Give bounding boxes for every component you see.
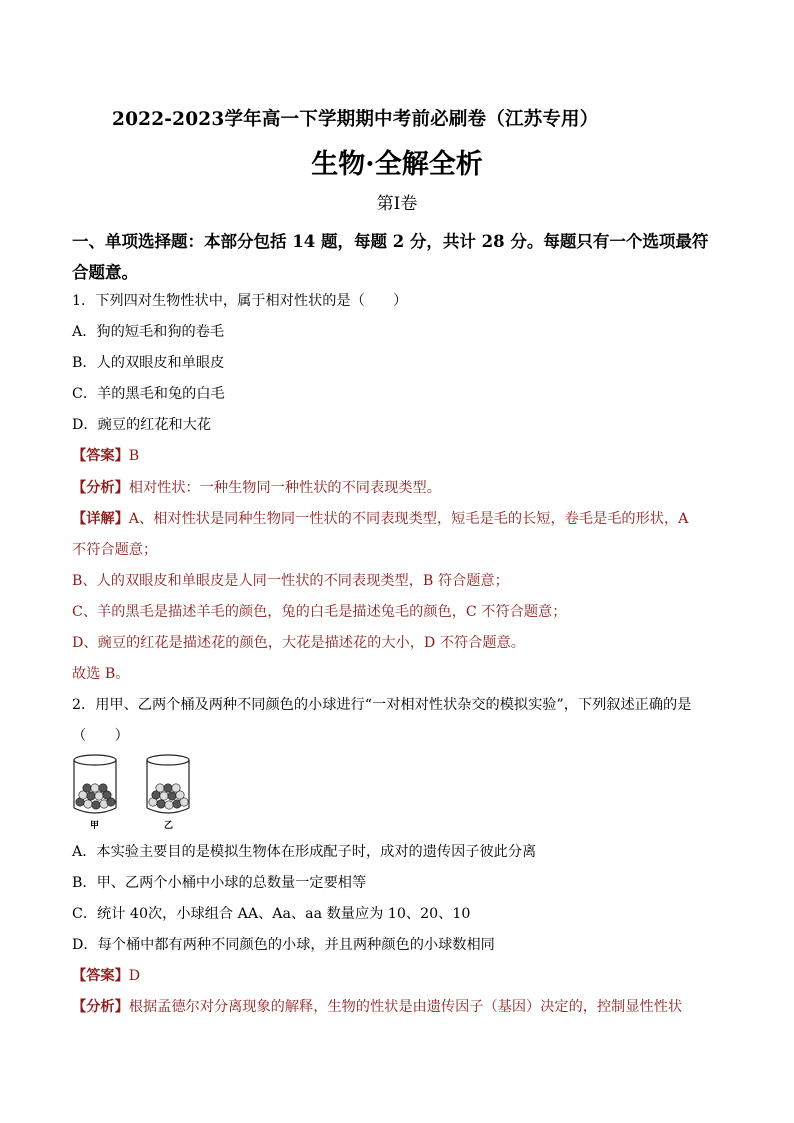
q2-analysis xyxy=(72,996,682,1016)
q2-option-d: D．每个桶中都有两种不同颜色的小球，并且两种颜色的小球数相同 xyxy=(72,937,495,953)
q1-detail-b: B、人的双眼皮和单眼皮是人同一性状的不同表现类型，B 符合题意； xyxy=(72,573,509,589)
answer-value: B xyxy=(128,448,140,464)
subject-title: 生物·全解全析 xyxy=(311,149,483,180)
q2-stem: 2．用甲、乙两个桶及两种不同颜色的小球进行“一对相对性状杂交的模拟实验”，下列叙述正确的是 xyxy=(72,697,692,713)
q1-detail-cont: 不符合题意； xyxy=(72,542,158,558)
q2-option-b: B．甲、乙两个小桶中小球的总数量一定要相等 xyxy=(72,875,367,891)
q1-option-a: A．狗的短毛和狗的卷毛 xyxy=(72,324,225,340)
q2-option-a: A．本实验主要目的是模拟生物体在形成配子时，成对的遗传因子彼此分离 xyxy=(72,844,537,860)
q2-option-c: C．统计 40次，小球组合 AA、Aa、aa 数量应为 10、20、10 xyxy=(72,906,471,922)
detail-tag: 【详解】 xyxy=(72,511,129,527)
q1-detail-d: D、豌豆的红花是描述花的颜色，大花是描述花的大小，D 不符合题意。 xyxy=(72,635,525,651)
q1-option-d: D．豌豆的红花和大花 xyxy=(72,417,212,433)
q1-analysis xyxy=(72,477,441,497)
q1-option-b: B．人的双眼皮和单眼皮 xyxy=(72,355,225,371)
analysis-text: 根据孟德尔对分离现象的解释，生物的性状是由遗传因子（基因）决定的，控制显性性状 xyxy=(128,999,683,1015)
q2-stem-cont: （ ） xyxy=(72,728,129,744)
q1-detail-c: C、羊的黑毛是描述羊毛的颜色，兔的白毛是描述兔毛的颜色，C 不符合题意； xyxy=(72,604,567,620)
q1-conclusion: 故选 B。 xyxy=(72,666,130,682)
bucket-right xyxy=(147,755,189,813)
q1-option-c: C．羊的黑毛和兔的白毛 xyxy=(72,386,225,402)
bucket-figure xyxy=(70,752,200,832)
q1-detail xyxy=(72,508,688,528)
q1-answer xyxy=(72,445,139,465)
q1-stem: 1．下列四对生物性状中，属于相对性状的是（ ） xyxy=(72,293,408,309)
detail-text: A、相对性状是同种生物同一性状的不同表现类型，短毛是毛的长短，卷毛是毛的形状，A xyxy=(128,511,689,527)
section-heading: 一、单项选择题：本部分包括 14 题，每题 2 分，共计 28 分。每题只有一个选项最符 xyxy=(72,232,709,251)
bucket-label-right: 乙 xyxy=(164,821,174,831)
analysis-tag: 【分析】 xyxy=(72,480,129,496)
q2-answer xyxy=(72,965,140,985)
analysis-text: 相对性状：一种生物同一种性状的不同表现类型。 xyxy=(128,480,441,496)
answer-tag: 【答案】 xyxy=(72,968,129,984)
section-heading-cont: 合题意。 xyxy=(72,263,138,282)
bucket-label-left: 甲 xyxy=(90,821,100,831)
answer-tag: 【答案】 xyxy=(72,448,129,464)
bucket-left xyxy=(74,755,116,813)
exam-title: 2022-2023学年高一下学期期中考前必刷卷（江苏专用） xyxy=(112,109,599,130)
volume-label: 第Ⅰ卷 xyxy=(376,194,418,214)
analysis-tag: 【分析】 xyxy=(72,999,129,1015)
answer-value: D xyxy=(128,968,141,984)
